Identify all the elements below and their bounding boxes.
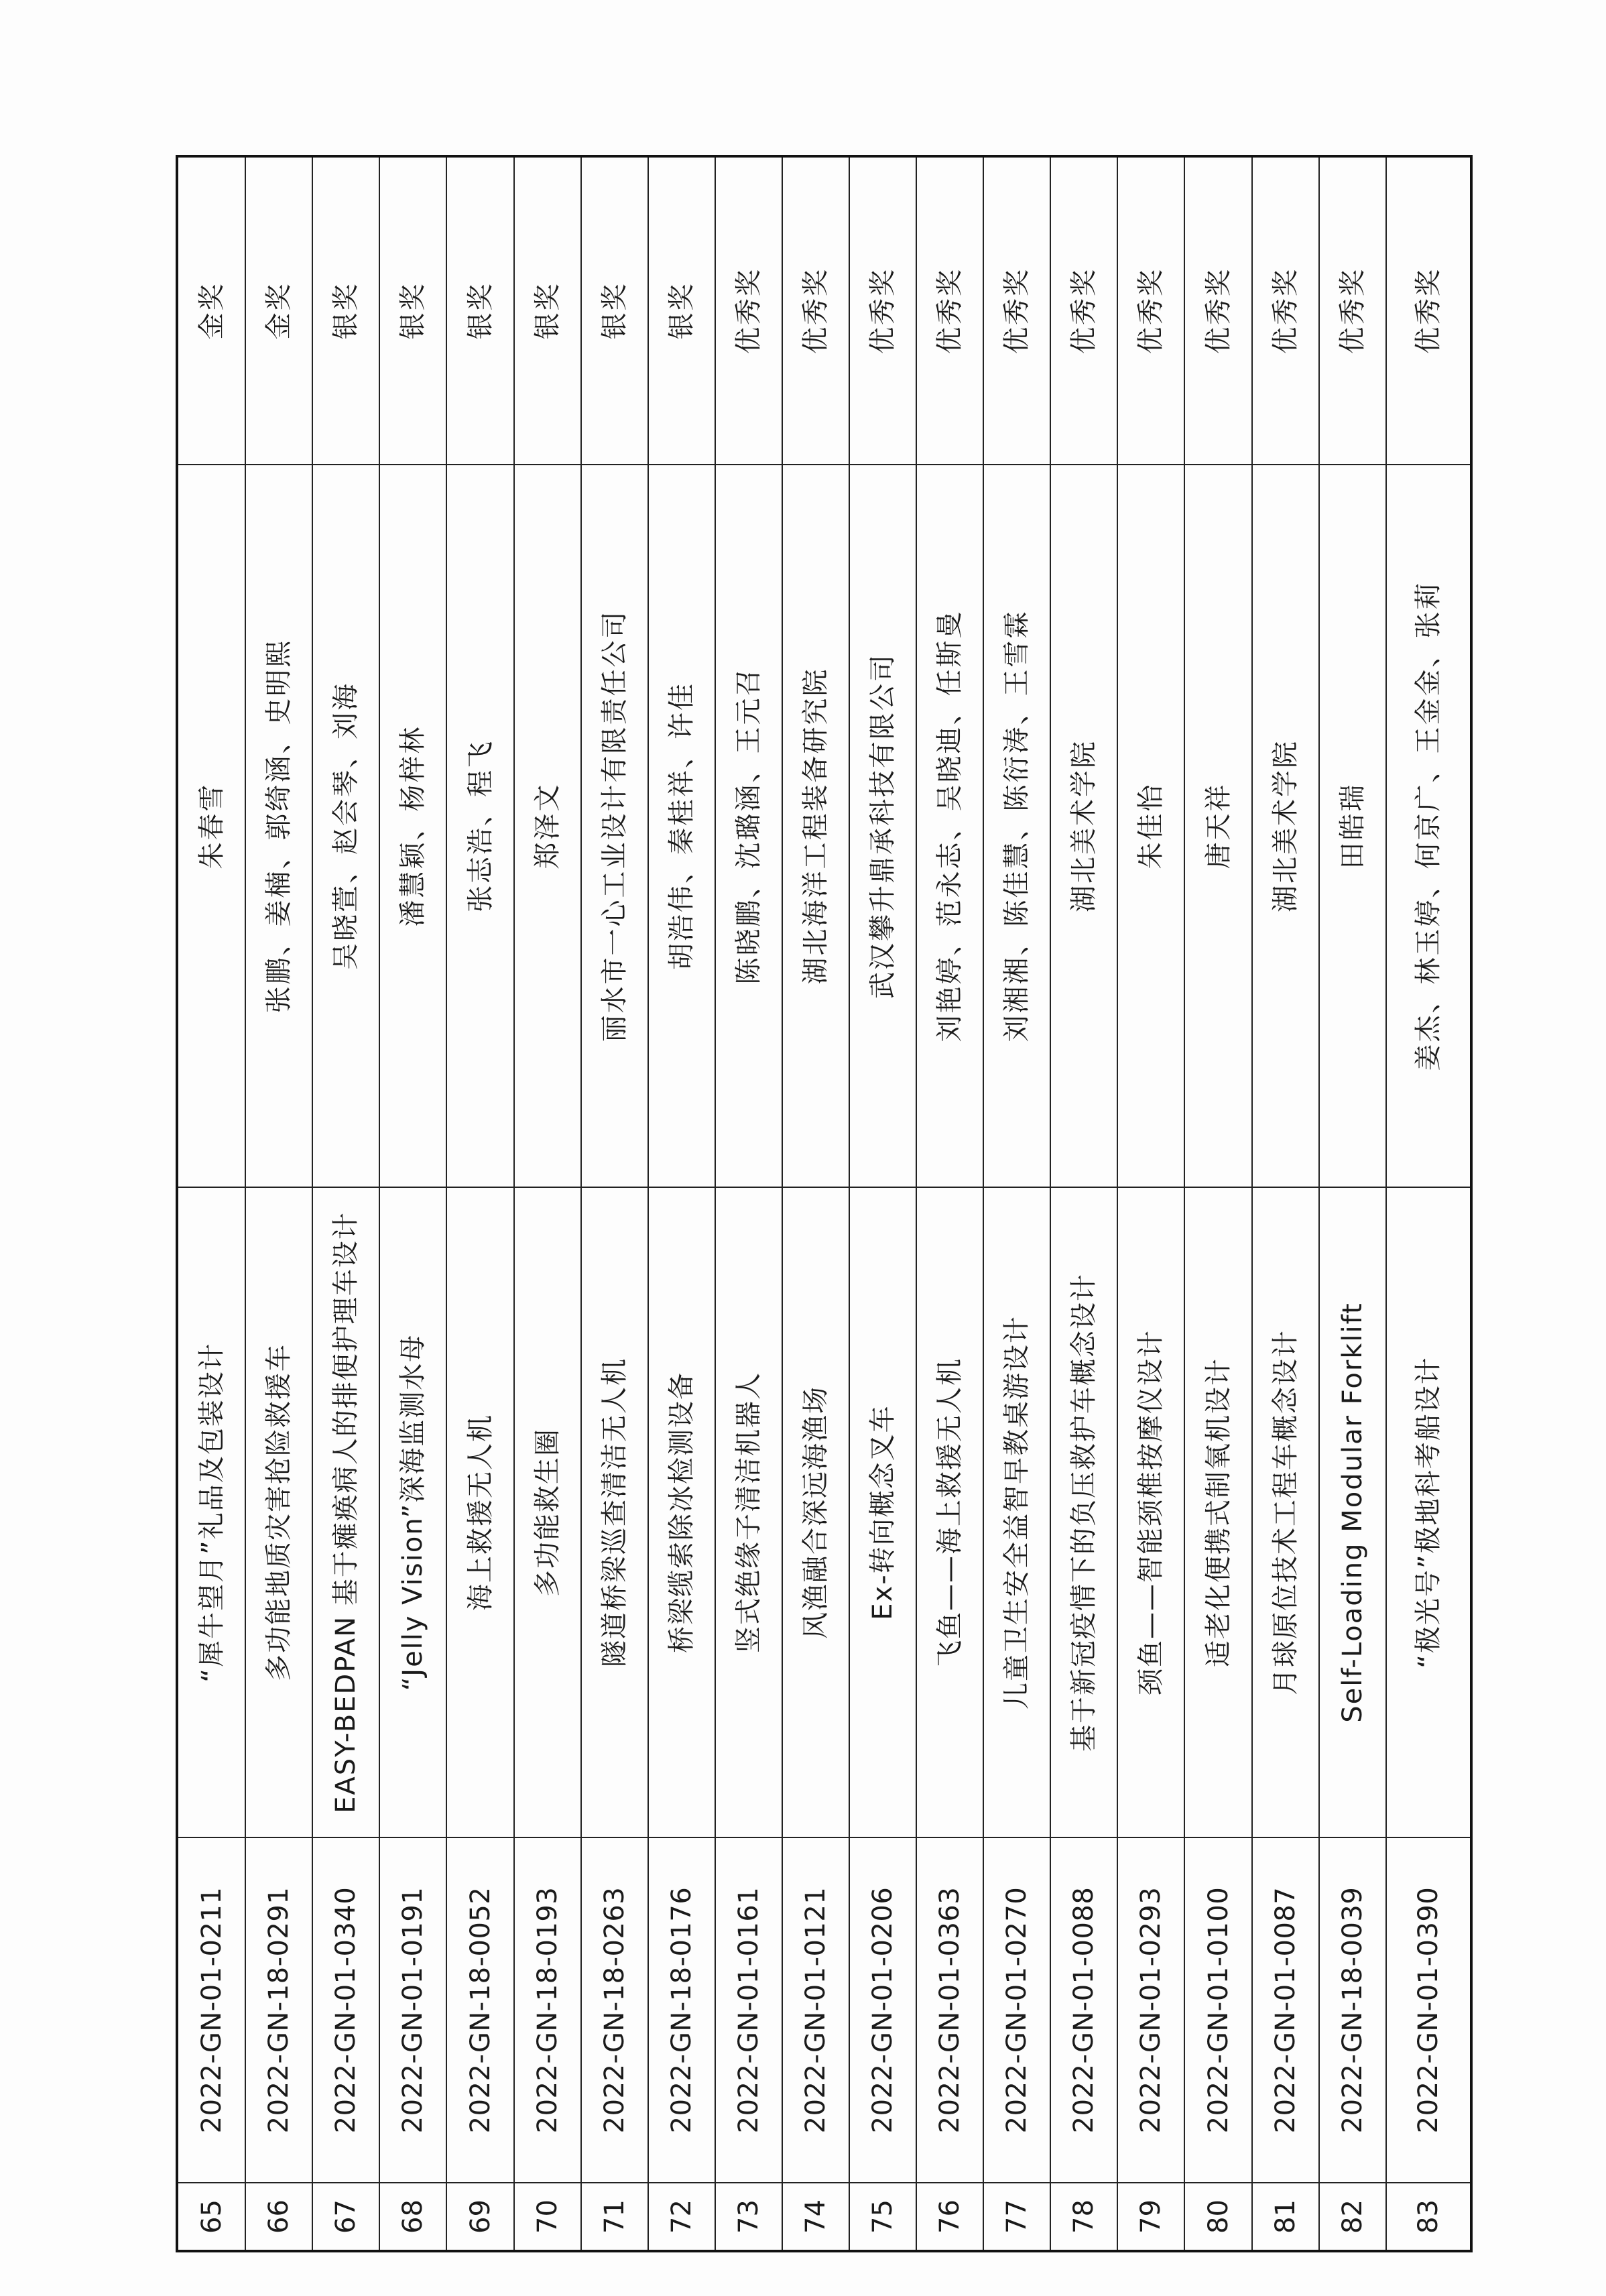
row-number: 65 (177, 2183, 245, 2251)
award-level: 金奖 (245, 156, 312, 465)
table-row (581, 156, 648, 2251)
table-row (1050, 156, 1117, 2251)
entrant-names: 张志浩、程飞 (446, 465, 513, 1187)
entrant-names: 湖北海洋工程装备研究院 (782, 465, 849, 1187)
row-number: 66 (245, 2183, 312, 2251)
rotated-table-wrapper (176, 158, 1473, 2252)
entry-title: 颈鱼——智能颈椎按摩仪设计 (1117, 1187, 1184, 1837)
entry-title: “犀牛望月”礼品及包装设计 (177, 1187, 245, 1837)
award-level: 金奖 (177, 156, 245, 465)
entry-id: 2022-GN-18-0052 (446, 1837, 513, 2183)
row-number: 83 (1386, 2183, 1471, 2251)
entry-id: 2022-GN-01-0191 (379, 1837, 446, 2183)
entry-id: 2022-GN-01-0270 (983, 1837, 1050, 2183)
entrant-names: 湖北美术学院 (1252, 465, 1319, 1187)
entrant-names: 吴晓萱、赵会琴、刘海 (312, 465, 379, 1187)
row-number: 78 (1050, 2183, 1117, 2251)
entry-title: 竖式绝缘子清洁机器人 (715, 1187, 782, 1837)
entry-id: 2022-GN-01-0100 (1184, 1837, 1251, 2183)
entry-title: 多功能地质灾害抢险救援车 (245, 1187, 312, 1837)
entry-title: 隧道桥梁巡查清洁无人机 (581, 1187, 648, 1837)
entry-id: 2022-GN-01-0121 (782, 1837, 849, 2183)
entry-id: 2022-GN-01-0088 (1050, 1837, 1117, 2183)
entry-title: EASY-BEDPAN 基于瘫痪病人的排便护理车设计 (312, 1187, 379, 1837)
entrant-names: 潘慧颖、杨梓林 (379, 465, 446, 1187)
award-level: 银奖 (312, 156, 379, 465)
entry-title: Self-Loading Modular Forklift (1319, 1187, 1386, 1837)
award-level: 银奖 (446, 156, 513, 465)
row-number: 75 (849, 2183, 916, 2251)
entrant-names: 郑泽文 (514, 465, 581, 1187)
table-row (312, 156, 379, 2251)
entrant-names: 朱佳怡 (1117, 465, 1184, 1187)
entry-title: “极光号”极地科考船设计 (1386, 1187, 1471, 1837)
table-row (1117, 156, 1184, 2251)
row-number: 82 (1319, 2183, 1386, 2251)
entry-title: 儿童卫生安全益智早教桌游设计 (983, 1187, 1050, 1837)
award-level: 优秀奖 (1117, 156, 1184, 465)
row-number: 81 (1252, 2183, 1319, 2251)
row-number: 71 (581, 2183, 648, 2251)
row-number: 72 (648, 2183, 715, 2251)
entry-id: 2022-GN-18-0176 (648, 1837, 715, 2183)
row-number: 67 (312, 2183, 379, 2251)
entrant-names: 陈晓鹏、沈璐涵、王元召 (715, 465, 782, 1187)
table-row (446, 156, 513, 2251)
table-row (514, 156, 581, 2251)
entrant-names: 姜杰、林玉婷、何京广、王金金、张莉 (1386, 465, 1471, 1187)
entrant-names: 湖北美术学院 (1050, 465, 1117, 1187)
entry-id: 2022-GN-01-0293 (1117, 1837, 1184, 2183)
entry-title: 海上救援无人机 (446, 1187, 513, 1837)
entry-id: 2022-GN-01-0087 (1252, 1837, 1319, 2183)
award-level: 优秀奖 (715, 156, 782, 465)
entry-id: 2022-GN-01-0390 (1386, 1837, 1471, 2183)
table-row (983, 156, 1050, 2251)
row-number: 69 (446, 2183, 513, 2251)
entry-title: 多功能救生圈 (514, 1187, 581, 1837)
table-row (1319, 156, 1386, 2251)
table-row (379, 156, 446, 2251)
award-level: 优秀奖 (916, 156, 983, 465)
entry-title: 风渔融合深远海渔场 (782, 1187, 849, 1837)
award-level: 银奖 (514, 156, 581, 465)
row-number: 70 (514, 2183, 581, 2251)
row-number: 76 (916, 2183, 983, 2251)
award-level: 优秀奖 (1184, 156, 1251, 465)
table-row (1386, 156, 1471, 2251)
table-row (177, 156, 245, 2251)
entry-title: 飞鱼——海上救援无人机 (916, 1187, 983, 1837)
row-number: 68 (379, 2183, 446, 2251)
award-level: 银奖 (648, 156, 715, 465)
entrant-names: 唐天祥 (1184, 465, 1251, 1187)
row-number: 74 (782, 2183, 849, 2251)
entry-id: 2022-GN-01-0340 (312, 1837, 379, 2183)
entrant-names: 张鹏、姜楠、郭绮涵、史明熙 (245, 465, 312, 1187)
table-row (1184, 156, 1251, 2251)
entry-title: 基于新冠疫情下的负压救护车概念设计 (1050, 1187, 1117, 1837)
award-level: 优秀奖 (1319, 156, 1386, 465)
table-row (1252, 156, 1319, 2251)
row-number: 73 (715, 2183, 782, 2251)
entry-id: 2022-GN-01-0211 (177, 1837, 245, 2183)
table-row (245, 156, 312, 2251)
entrant-names: 刘艳婷、范永志、吴晓迪、任斯曼 (916, 465, 983, 1187)
entrant-names: 朱春雪 (177, 465, 245, 1187)
row-number: 80 (1184, 2183, 1251, 2251)
entry-title: “Jelly Vision”深海监测水母 (379, 1187, 446, 1837)
table-row (648, 156, 715, 2251)
entry-id: 2022-GN-18-0263 (581, 1837, 648, 2183)
award-level: 优秀奖 (1386, 156, 1471, 465)
entry-id: 2022-GN-01-0206 (849, 1837, 916, 2183)
row-number: 77 (983, 2183, 1050, 2251)
table-row (916, 156, 983, 2251)
entry-title: 桥梁缆索除冰检测设备 (648, 1187, 715, 1837)
table-row (849, 156, 916, 2251)
entry-id: 2022-GN-18-0193 (514, 1837, 581, 2183)
award-level: 优秀奖 (983, 156, 1050, 465)
entry-id: 2022-GN-01-0363 (916, 1837, 983, 2183)
entry-title: 适老化便携式制氧机设计 (1184, 1187, 1251, 1837)
entrant-names: 胡浩伟、秦桂祥、许佳 (648, 465, 715, 1187)
table-row (715, 156, 782, 2251)
entrant-names: 武汉攀升鼎承科技有限公司 (849, 465, 916, 1187)
entry-title: 月球原位技术工程车概念设计 (1252, 1187, 1319, 1837)
award-table (176, 155, 1473, 2252)
entry-id: 2022-GN-18-0291 (245, 1837, 312, 2183)
entrant-names: 田皓瑞 (1319, 465, 1386, 1187)
award-level: 银奖 (379, 156, 446, 465)
entry-id: 2022-GN-18-0039 (1319, 1837, 1386, 2183)
award-level: 优秀奖 (1050, 156, 1117, 465)
entrant-names: 丽水市一心工业设计有限责任公司 (581, 465, 648, 1187)
award-level: 银奖 (581, 156, 648, 465)
row-number: 79 (1117, 2183, 1184, 2251)
entry-id: 2022-GN-01-0161 (715, 1837, 782, 2183)
entrant-names: 刘湘湘、陈佳慧、陈衍涛、王雪霖 (983, 465, 1050, 1187)
entry-title: Ex-转向概念叉车 (849, 1187, 916, 1837)
award-level: 优秀奖 (1252, 156, 1319, 465)
award-level: 优秀奖 (849, 156, 916, 465)
award-level: 优秀奖 (782, 156, 849, 465)
table-row (782, 156, 849, 2251)
